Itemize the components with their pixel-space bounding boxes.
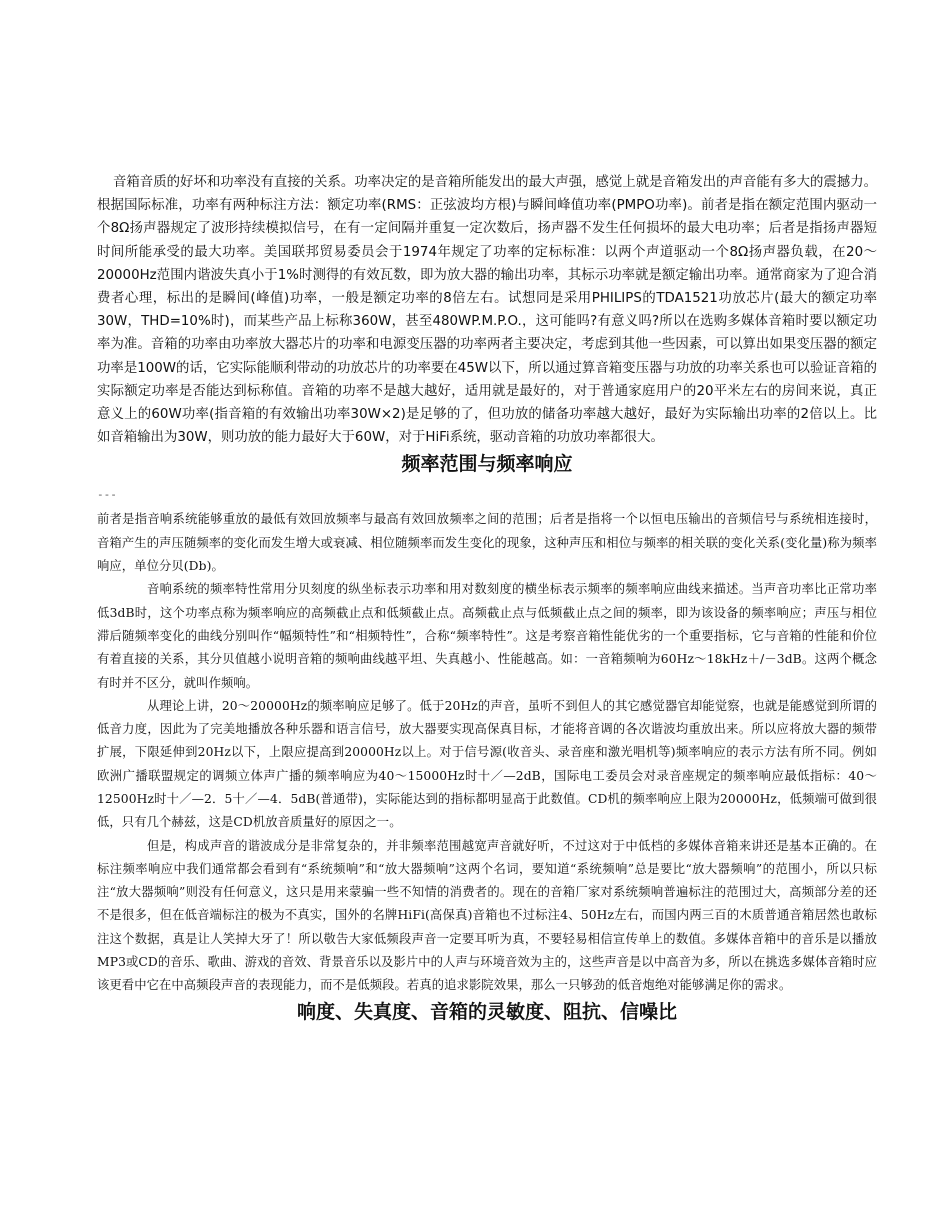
freq-paragraph-4: 但是，构成声音的谐波成分是非常复杂的，并非频率范围越宽声音就好听，不过这对于中低档的多媒体音箱来讲还是基本正确的。在标注频率响应中我们通常都会看到有“系统频响”和“放大器频响”这两个名词，要知道“系统频响”总是要比“放大器频响”的范围小，所以只标注“放大器频响”则没有任何意义，这只是用来蒙骗一些不知情的消费者的。现在的音箱厂家对系统频响普遍标注的范围过大，高频部分差的还不是很多，但在低音端标注的极为不真实，国外的名牌HiFi(高保真)音箱也不过标注4、50Hz左右，而国内两三百的木质普通音箱居然也敢标注这个数据，真是让人笑掉大牙了！所以敬告大家低频段声音一定要耳听为真，不要轻易相信宣传单上的数值。多媒体音箱中的音乐是以播放MP3或CD的音乐、歌曲、游戏的音效、背景音乐以及影片中的人声与环境音效为主的，这些声音是以中高音为多，所以在挑选多媒体音箱时应该更看中它在中高频段声音的表现能力，而不是低频段。若真的追求影院效果，那么一只够劲的低音炮绝对能够满足你的需求。 [97,838,877,993]
heading-frequency-range: 频率范围与频率响应 [401,453,573,476]
freq-paragraph-2: 音响系统的频率特性常用分贝刻度的纵坐标表示功率和用对数刻度的横坐标表示频率的频率响应曲线来描述。当声音功率比正常功率低3dB时，这个功率点称为频率响应的高频截止点和低频截止点。高频截止点与低频截止点之间的频率，即为该设备的频率响应；声压与相位滞后随频率变化的曲线分别叫作“幅频特性”和“相频特性”，合称“频率特性”。这是考察音箱性能优劣的一个重要指标，它与音箱的性能和价位有着直接的关系，其分贝值越小说明音箱的频响曲线越平坦、失真越小、性能越高。如：一音箱频响为60Hz～18kHz＋/－3dB。这两个概念有时并不区分，就叫作频响。 [97,582,877,690]
heading-loudness-distortion: 响度、失真度、音箱的灵敏度、阻抗、信噪比 [296,1000,677,1023]
freq-paragraph-1: 前者是指音响系统能够重放的最低有效回放频率与最高有效回放频率之间的范围；后者是指将一个以恒电压输出的音频信号与系统相连接时，音箱产生的声压随频率的变化而发生增大或衰减、相位随频率而发生变化的现象，这种声压和相位与频率的相关联的变化关系(变化量)称为频率响应，单位分贝(Db)。 [97,512,877,574]
document-page [97,171,877,1026]
intro-paragraph: 音箱音质的好坏和功率没有直接的关系。功率决定的是音箱所能发出的最大声强，感觉上就是音箱发出的声音能有多大的震撼力。根据国际标准，功率有两种标注方法：额定功率(RMS：正弦波均方根)与瞬间峰值功率(PMPO功率)。前者是指在额定范围内驱动一个8Ω扬声器规定了波形持续模拟信号，在有一定间隔并重复一定次数后，扬声器不发生任何损坏的最大电功率；后者是指扬声器短时间所能承受的最大功率。美国联邦贸易委员会于1974年规定了功率的定标标准：以两个声道驱动一个8Ω扬声器负载，在20～20000Hz范围内谐波失真小于1%时测得的有效瓦数，即为放大器的输出功率，其标示功率就是额定输出功率。通常商家为了迎合消费者心理，标出的是瞬间(峰值)功率，一般是额定功率的8倍左右。试想同是采用PHILIPS的TDA1521功放芯片(最大的额定功率30W，THD=10%时)，而某些产品上标称360W，甚至480WP.M.P.O.，这可能吗?有意义吗?所以在选购多媒体音箱时要以额定功率为准。音箱的功率由功率放大器芯片的功率和电源变压器的功率两者主要决定，考虑到其他一些因素，可以算出如果变压器的额定功率是100W的话，它实际能顺利带动的功放芯片的功率要在45W以下，所以通过算音箱变压器与功放的功率关系也可以验证音箱的实际额定功率是否能达到标称值。音箱的功率不是越大越好，适用就是最好的，对于普通家庭用户的20平米左右的房间来说，真正意义上的60W功率(指音箱的有效输出功率30W×2)是足够的了，但功放的储备功率越大越好，最好为实际输出功率的2倍以上。比如音箱输出为30W，则功放的能力最好大于60W，对于HiFi系统，驱动音箱的功放功率都很大。 [97,175,877,446]
freq-paragraph-3: 从理论上讲，20～20000Hz的频率响应足够了。低于20Hz的声音，虽听不到但人的其它感觉器官却能觉察，也就是能感觉到所谓的低音力度，因此为了完美地播放各种乐器和语言信号，放大器要实现高保真目标，才能将音调的各次谐波均重放出来。所以应将放大器的频带扩展，下限延伸到20Hz以下，上限应提高到20000Hz以上。对于信号源(收音头、录音座和激光唱机等)频率响应的表示方法有所不同。例如欧洲广播联盟规定的调频立体声广播的频率响应为40～15000Hz时十／—2dB，国际电工委员会对录音座规定的频率响应最低指标：40～12500Hz时十／—2．5十／—4．5dB(普通带)，实际能达到的指标都明显高于此数值。CD机的频率响应上限为20000Hz，低频端可做到很低，只有几个赫兹，这是CD机放音质量好的原因之一。 [97,698,877,830]
separator-line: --- [97,488,117,502]
